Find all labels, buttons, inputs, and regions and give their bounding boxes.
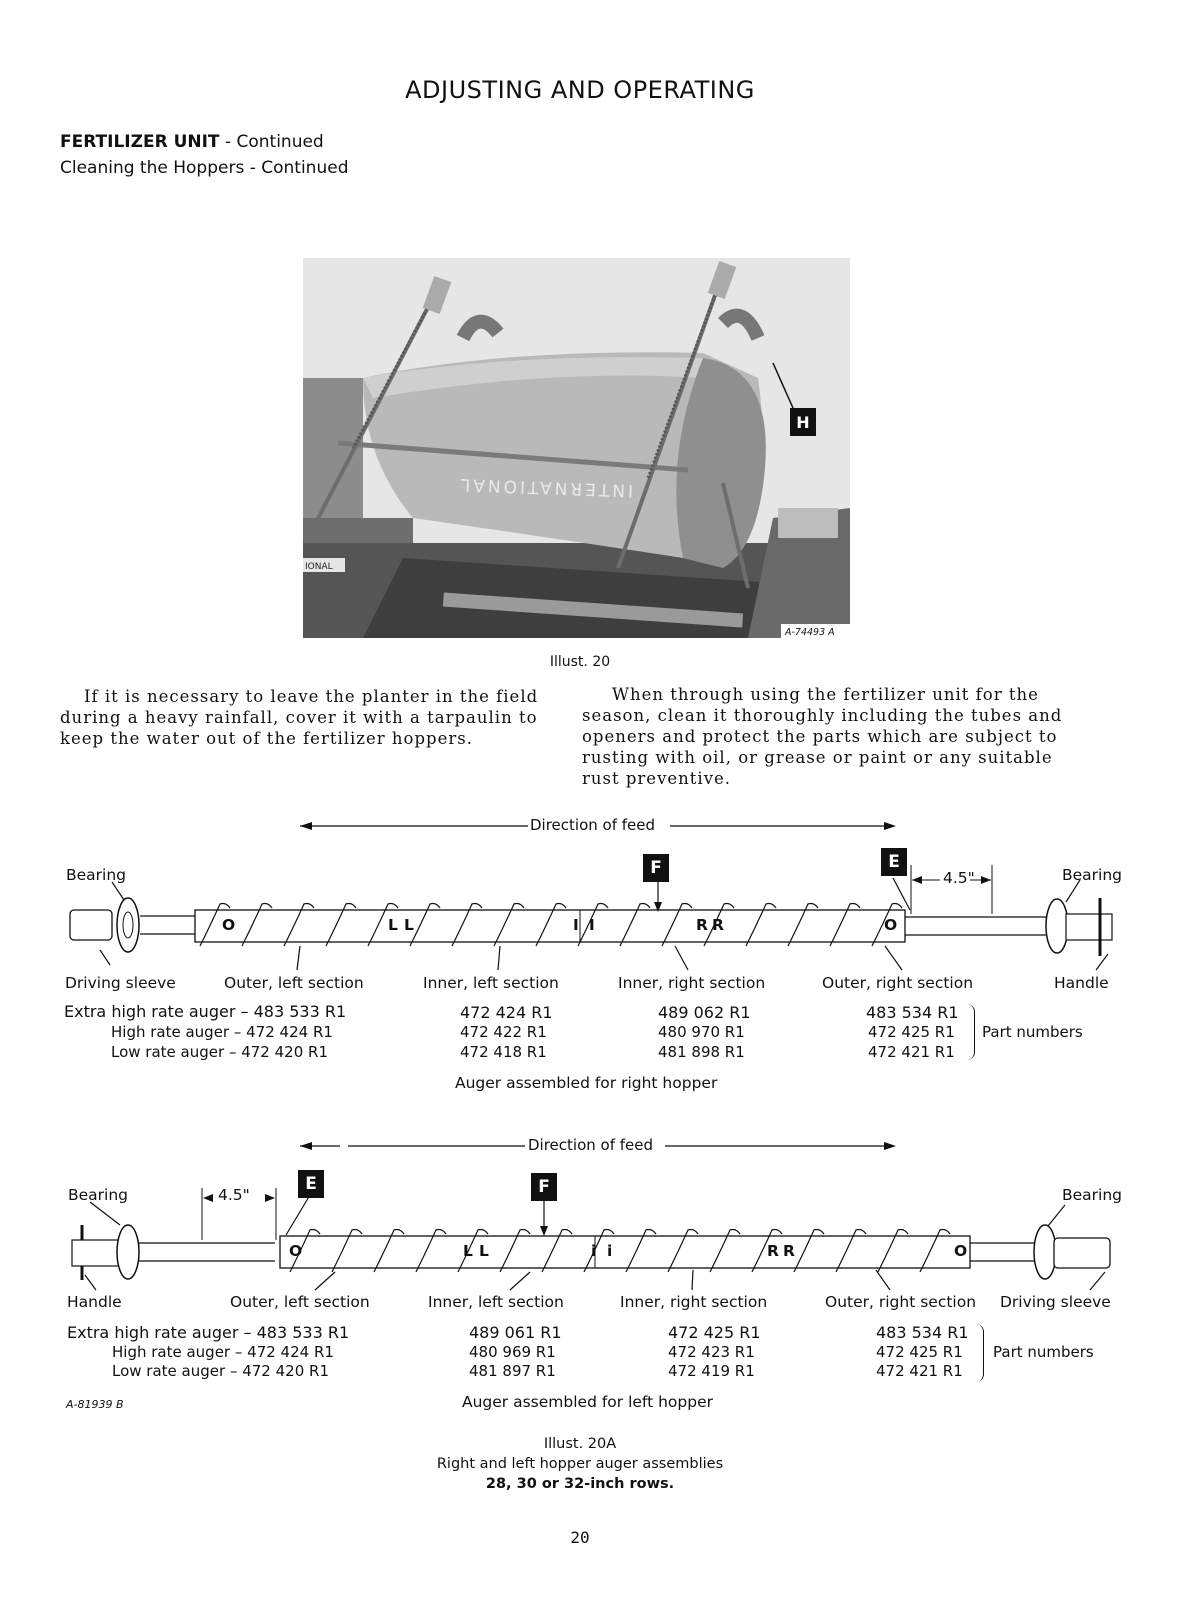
stencil-text: INTERNATIONAL <box>457 474 634 501</box>
rate-name: Low rate auger <box>112 1362 226 1380</box>
section-letter: i <box>607 1242 613 1260</box>
rate-row-name: Low rate auger – 472 420 R1 <box>111 1043 328 1061</box>
inner-right-section-label: Inner, right section <box>618 974 766 992</box>
rate-name: Extra high rate auger <box>67 1323 239 1342</box>
part-number: 472 421 R1 <box>876 1362 963 1380</box>
part-number: 472 418 R1 <box>460 1043 547 1061</box>
outer-right-section-label: Outer, right section <box>825 1293 977 1311</box>
handle-label: Handle <box>1054 974 1109 992</box>
part-number: 481 898 R1 <box>658 1043 745 1061</box>
bearing-left-shape <box>117 1225 139 1279</box>
figure-caption-line2: 28, 30 or 32-inch rows. <box>485 1476 675 1492</box>
bearing-right-shape <box>1046 899 1068 953</box>
part-number: 489 062 R1 <box>658 1003 751 1022</box>
section-letter: R <box>767 1242 779 1260</box>
part-number: 480 970 R1 <box>658 1023 745 1041</box>
bearing-right-shape <box>1034 1225 1056 1279</box>
rate-row-name: High rate auger – 472 424 R1 <box>112 1343 334 1361</box>
page-title: ADJUSTING AND OPERATING <box>405 76 755 104</box>
section-letter: I <box>589 916 595 934</box>
part-number: 472 424 R1 <box>246 1023 333 1041</box>
section-name: FERTILIZER UNIT <box>60 132 220 152</box>
inner-left-section-label: Inner, left section <box>428 1293 564 1311</box>
part-number: 472 423 R1 <box>668 1343 755 1361</box>
direction-of-feed-label: Direction of feed <box>530 816 656 834</box>
subsection-heading: Cleaning the Hoppers - Continued <box>60 158 349 178</box>
part-number: 472 424 R1 <box>460 1003 553 1022</box>
rate-name: Extra high rate auger <box>64 1002 236 1021</box>
driving-sleeve-label: Driving sleeve <box>65 974 176 992</box>
handle-label: Handle <box>67 1293 122 1311</box>
part-number: 472 425 R1 <box>876 1343 963 1361</box>
rainfall-text: If it is necessary to leave the planter in the field during a heavy rainfall, cover it with a tarpaulin to keep the water out of the fertilizer hoppers. <box>60 687 539 748</box>
figure-caption <box>0 1434 1160 1494</box>
brace <box>966 1004 975 1060</box>
part-number: 472 420 R1 <box>241 1043 328 1061</box>
part-number: 480 969 R1 <box>469 1343 556 1361</box>
section-suffix: - Continued <box>219 132 324 152</box>
rate-name: High rate auger <box>111 1023 230 1041</box>
part-number: 472 425 R1 <box>868 1023 955 1041</box>
marker-f: F <box>643 854 669 882</box>
driving-sleeve-label: Driving sleeve <box>1000 1293 1111 1311</box>
part-number: 483 533 R1 <box>253 1002 347 1021</box>
section-letter: L <box>463 1242 473 1260</box>
part-number: 481 897 R1 <box>469 1362 556 1380</box>
section-heading <box>60 132 324 152</box>
driving-sleeve-shape <box>1054 1238 1110 1268</box>
section-letter: R <box>696 916 708 934</box>
section-letter: O <box>954 1242 968 1260</box>
photo-ref-code: A-74493 A <box>785 627 835 638</box>
section-letter: L <box>388 916 398 934</box>
bearing-left-label: Bearing <box>68 1186 129 1204</box>
hopper-illustration <box>303 258 850 638</box>
driving-sleeve-shape <box>70 910 112 940</box>
callout-h-label: H <box>796 413 810 432</box>
section-letter: O <box>884 916 898 934</box>
rate-name: High rate auger <box>112 1343 231 1361</box>
rainfall-paragraph <box>60 686 560 749</box>
season-end-paragraph <box>582 684 1082 789</box>
section-letter: L <box>404 916 414 934</box>
page-number: 20 <box>570 1528 590 1547</box>
part-number: 489 061 R1 <box>469 1323 562 1342</box>
season-end-text: When through using the fertilizer unit for the season, clean it thoroughly including the tubes and openers and protect the parts which are subject to rusting with oil, or grease or paint or any suitable rust preventive. <box>582 685 1063 788</box>
inner-left-section-label: Inner, left section <box>423 974 559 992</box>
right-hopper-auger-diagram <box>0 810 1200 1100</box>
part-number: 472 421 R1 <box>868 1043 955 1061</box>
diagram-ref-code: A-81939 B <box>66 1398 124 1411</box>
rate-row-name: High rate auger – 472 424 R1 <box>111 1023 333 1041</box>
part-numbers-label: Part numbers <box>982 1023 1083 1041</box>
left-hopper-caption: Auger assembled for left hopper <box>462 1393 713 1411</box>
section-letter: O <box>289 1242 303 1260</box>
brace <box>975 1324 984 1382</box>
bearing-left-shape <box>117 898 139 952</box>
outer-left-section-label: Outer, left section <box>224 974 364 992</box>
section-letter: L <box>479 1242 489 1260</box>
side-text: IONAL <box>305 562 333 572</box>
figure-caption-line1: Right and left hopper auger assemblies <box>436 1456 724 1472</box>
rate-row-name: Low rate auger – 472 420 R1 <box>112 1362 329 1380</box>
part-number: 472 422 R1 <box>460 1023 547 1041</box>
section-letter: O <box>222 916 236 934</box>
inner-right-section-label: Inner, right section <box>620 1293 768 1311</box>
part-number: 472 420 R1 <box>242 1362 329 1380</box>
auger-tube <box>195 910 905 942</box>
left-hopper-auger-diagram <box>0 1130 1200 1420</box>
part-numbers-label: Part numbers <box>993 1343 1094 1361</box>
section-letter: R <box>783 1242 795 1260</box>
bearing-right-label: Bearing <box>1062 1186 1123 1204</box>
marker-e: E <box>298 1170 324 1198</box>
part-number: 483 534 R1 <box>866 1003 959 1022</box>
rate-name: Low rate auger <box>111 1043 225 1061</box>
hopper-photo <box>303 258 850 638</box>
dimension-label: 4.5" <box>943 869 975 887</box>
part-number: 472 424 R1 <box>247 1343 334 1361</box>
dimension-label: 4.5" <box>218 1186 250 1204</box>
right-hopper-caption: Auger assembled for right hopper <box>455 1074 718 1092</box>
outer-right-section-label: Outer, right section <box>822 974 974 992</box>
figure-caption-title: Illust. 20A <box>543 1436 617 1452</box>
direction-of-feed-label: Direction of feed <box>528 1136 654 1154</box>
section-letter: R <box>712 916 724 934</box>
marker-e: E <box>881 848 907 876</box>
bearing-right-label: Bearing <box>1062 866 1123 884</box>
rate-row-name: Extra high rate auger – 483 533 R1 <box>67 1323 350 1342</box>
part-number: 472 425 R1 <box>668 1323 761 1342</box>
section-letter: i <box>591 1242 597 1260</box>
marker-f: F <box>531 1173 557 1201</box>
photo-caption: Illust. 20 <box>549 654 611 670</box>
section-letter: I <box>573 916 579 934</box>
part-number: 483 534 R1 <box>876 1323 969 1342</box>
outer-left-section-label: Outer, left section <box>230 1293 370 1311</box>
part-number: 472 419 R1 <box>668 1362 755 1380</box>
rate-row-name: Extra high rate auger – 483 533 R1 <box>64 1002 347 1021</box>
bearing-left-label: Bearing <box>66 866 127 884</box>
part-number: 483 533 R1 <box>256 1323 350 1342</box>
